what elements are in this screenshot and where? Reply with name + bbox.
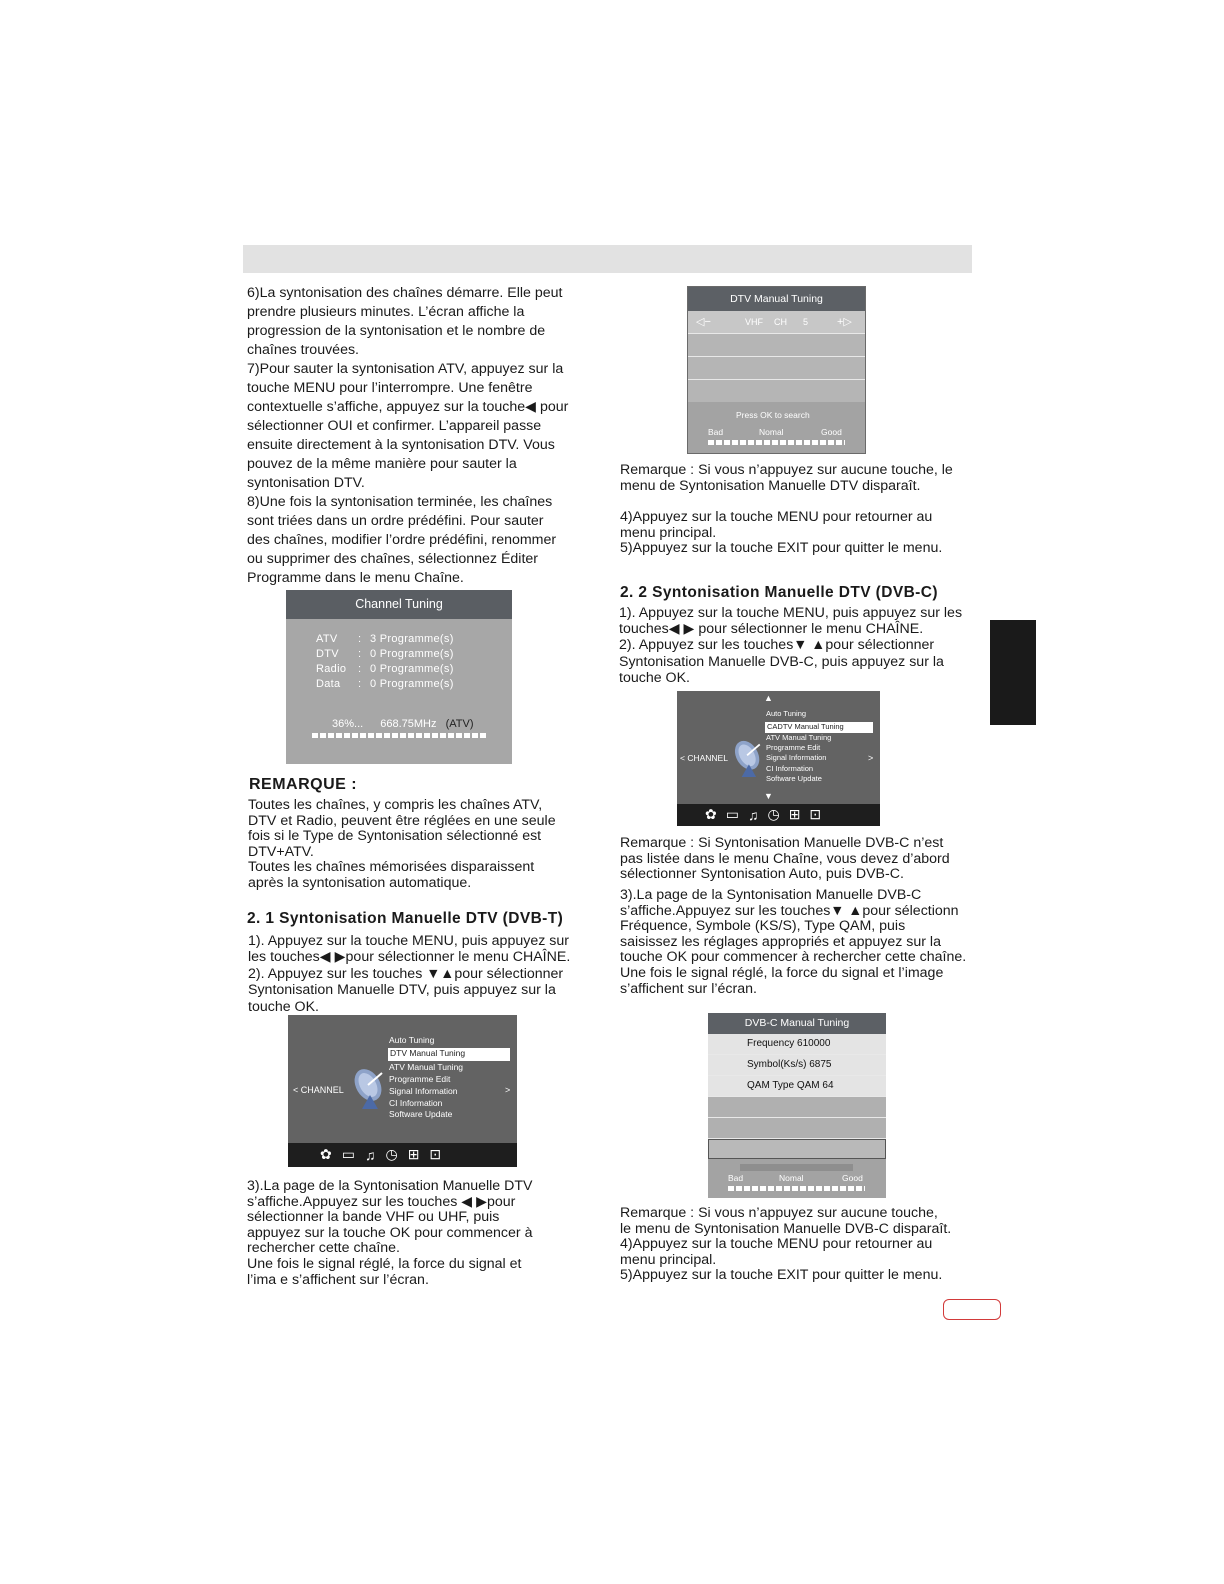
section-2-1-heading: 2. 1 Syntonisation Manuelle DTV (DVB-T) — [247, 910, 564, 927]
grid-icon[interactable]: ⊞ — [788, 806, 801, 822]
menu-icon-bar — [288, 1143, 517, 1167]
empty-row — [708, 1097, 886, 1118]
tuning-row-value: 0 Programme(s) — [370, 648, 454, 660]
step-3-dvbc: 3).La page de la Syntonisation Manuelle DVB-C s’affiche.Appuyez sur les touches▼ ▲pour sélectionn Fréquence, Symbole (KS/S), Type QAM, puis saisissez les réglages appropriés et appuyez sur la touche OK pour commencer à rechercher cette chaîne. Une fois le signal réglé, la force du signal et l’image s’affichent sur l’écran. — [620, 887, 967, 997]
channel-tuning-screen — [286, 590, 512, 764]
chevron-right-icon[interactable]: > — [868, 753, 874, 763]
tuning-row-sep: : — [358, 648, 362, 660]
signal-good-label: Good — [821, 427, 842, 437]
channel-menu-label-text: CHANNEL — [300, 1085, 344, 1095]
dvbc-manual-tuning-screen — [708, 1013, 886, 1198]
signal-bad-label: Bad — [728, 1173, 744, 1183]
signal-good-label: Good — [842, 1173, 863, 1183]
tuning-row-atv — [316, 633, 454, 645]
setup-icon[interactable]: ✿ — [320, 1146, 332, 1162]
scroll-down-icon[interactable]: ▼ — [764, 791, 773, 801]
intro-paragraph: 6)La syntonisation des chaînes démarre. Elle peut prendre plusieurs minutes. L’écran affiche la progression de la syntonisation et le nombre de chaînes trouvées. 7)Pour sauter la syntonisation ATV, appuyez sur la touche MENU pour l’interrompre. Une fenêtre contextuelle s’affiche, appuyez sur la touche◀ pour sélectionner OUI et confirmer. L’appareil passe ensuite directement à la syntonisation DTV. Vous pouvez de la même manière pour sauter la syntonisation DTV. 8)Une fois la syntonisation terminée, les chaînes sont triées dans un ordre prédéfini. Pour sauter des chaînes, modifier l’ordre prédéfini, renommer ou supprimer des chaînes, sélectionnez Éditer Programme dans le menu Chaîne. — [247, 285, 569, 586]
empty-row — [688, 334, 865, 357]
scroll-up-icon[interactable]: ▲ — [764, 693, 773, 703]
signal-bad-label: Bad — [708, 427, 724, 437]
qam-row[interactable] — [708, 1076, 886, 1097]
tuning-progress-fill — [312, 733, 486, 738]
menu-item[interactable]: Auto Tuning — [766, 709, 807, 718]
clock-icon[interactable]: ◷ — [767, 806, 780, 822]
clock-icon[interactable]: ◷ — [385, 1146, 398, 1162]
empty-row — [708, 1139, 886, 1159]
lock-icon[interactable]: ⊡ — [809, 806, 822, 822]
tuning-progress-text — [332, 718, 473, 730]
menu-item[interactable]: ATV Manual Tuning — [389, 1062, 464, 1072]
music-icon[interactable]: ♫ — [364, 1146, 376, 1163]
tuning-band: (ATV) — [445, 718, 474, 730]
menu-item-selected[interactable]: CADTV Manual Tuning — [765, 722, 873, 733]
band-right-arrow[interactable]: +▷ — [837, 316, 852, 328]
satellite-dish-icon — [729, 737, 767, 779]
tuning-row-label: ATV — [316, 633, 338, 645]
tuning-row-value: 0 Programme(s) — [370, 678, 454, 690]
step-3-text: 3).La page de la Syntonisation Manuelle DTV s’affiche.Appuyez sur les touches ◀ ▶pour sélectionner la bande VHF ou UHF, puis appuyez sur la touche OK pour commencer à rechercher cette chaîne. Une fois le signal réglé, la force du signal et l’ima e s’affichent sur l’écran. — [247, 1178, 533, 1288]
band-selector-row[interactable] — [688, 311, 865, 334]
menu-icons — [705, 806, 821, 823]
menu-item[interactable]: Programme Edit — [766, 743, 821, 752]
symbol-row[interactable] — [708, 1055, 886, 1076]
channel-menu-label: < CHANNEL — [680, 753, 728, 763]
ch-number: 5 — [803, 317, 809, 327]
menu-item[interactable]: ATV Manual Tuning — [766, 733, 832, 742]
frequency-row[interactable] — [708, 1034, 886, 1055]
menu-item[interactable]: Signal Information — [766, 753, 827, 762]
tuning-row-radio — [316, 663, 454, 675]
section-2-1-steps: 1). Appuyez sur la touche MENU, puis appuyez sur les touches◀ ▶pour sélectionner le menu CHAÎNE. 2). Appuyez sur les touches ▼▲pour sélectionner Syntonisation Manuelle DTV, puis appuyez sur la touche OK. — [248, 933, 571, 1015]
chevron-right-icon[interactable]: > — [505, 1085, 511, 1095]
remarque-1: Remarque : Si vous n’appuyez sur aucune touche, le menu de Syntonisation Manuelle DTV disparaît. — [620, 462, 953, 494]
dtv-manual-title: DTV Manual Tuning — [688, 287, 865, 311]
menu-item[interactable]: Signal Information — [389, 1086, 458, 1096]
menu-item[interactable]: CI Information — [389, 1098, 443, 1108]
menu-item-selected[interactable]: DTV Manual Tuning — [388, 1048, 510, 1061]
channel-menu-c — [677, 691, 880, 826]
setup-icon[interactable]: ✿ — [705, 806, 717, 822]
menu-icon-bar — [677, 804, 880, 826]
ch-label: CH — [774, 317, 787, 327]
section-2-2-steps: 1). Appuyez sur la touche MENU, puis appuyez sur les touches◀ ▶ pour sélectionner le menu CHAÎNE. 2). Appuyez sur les touches▼ ▲pour sélectionner Syntonisation Manuelle DVB-C, puis appuyez sur la touche OK. — [619, 605, 963, 686]
dvbc-manual-title: DVB-C Manual Tuning — [708, 1013, 886, 1034]
qam-value: QAM Type QAM 64 — [747, 1080, 834, 1091]
tuning-row-label: Radio — [316, 663, 347, 675]
menu-icons — [320, 1146, 441, 1163]
symbol-value: Symbol(Ks/s) 6875 — [747, 1059, 832, 1070]
remarque-3: Remarque : Si vous n’appuyez sur aucune touche, le menu de Syntonisation Manuelle DVB-C disparaît. 4)Appuyez sur la touche MENU pour retourner au menu principal. 5)Appuyez sur la touche EXIT pour quitter le menu. — [620, 1205, 952, 1284]
frequency-value: Frequency 610000 — [747, 1038, 831, 1049]
empty-row — [688, 357, 865, 380]
signal-normal-label: Nomal — [779, 1173, 804, 1183]
dtv-manual-tuning-screen — [687, 286, 866, 454]
music-icon[interactable]: ♫ — [747, 806, 759, 823]
tuning-row-value: 3 Programme(s) — [370, 633, 454, 645]
tuning-row-label: Data — [316, 678, 341, 690]
menu-item[interactable]: Programme Edit — [389, 1074, 451, 1084]
grid-icon[interactable]: ⊞ — [407, 1146, 420, 1162]
tuning-row-label: DTV — [316, 648, 339, 660]
signal-normal-label: Nomal — [759, 427, 784, 437]
side-tab — [990, 620, 1036, 725]
remarque-text: Toutes les chaînes, y compris les chaînes ATV, DTV et Radio, peuvent être réglées en une seule fois si le Type de Syntonisation sélectionné est DTV+ATV. Toutes les chaînes mémorisées disparaissent après la syntonisation automatique. — [248, 797, 556, 891]
press-ok-text: Press OK to search — [736, 410, 810, 420]
tuning-percent: 36%... — [332, 718, 364, 730]
picture-icon[interactable]: ▭ — [341, 1146, 355, 1162]
tuning-row-value: 0 Programme(s) — [370, 663, 454, 675]
empty-row — [708, 1118, 886, 1139]
signal-strength-bar — [708, 440, 845, 445]
channel-menu-t — [288, 1015, 517, 1167]
tuning-row-sep: : — [358, 633, 362, 645]
picture-icon[interactable]: ▭ — [725, 806, 739, 822]
menu-item[interactable]: Software Update — [766, 774, 822, 783]
section-2-2-heading: 2. 2 Syntonisation Manuelle DTV (DVB-C) — [620, 584, 938, 601]
remarque-heading: REMARQUE : — [249, 776, 358, 793]
channel-tuning-title: Channel Tuning — [286, 590, 512, 619]
channel-menu-label-text: CHANNEL — [687, 753, 728, 763]
tuning-frequency: 668.75MHz — [380, 718, 437, 730]
tuning-row-sep: : — [358, 678, 362, 690]
band-value: VHF — [745, 317, 763, 327]
tuning-row-data — [316, 678, 454, 690]
steps-4-5-a: 4)Appuyez sur la touche MENU pour retourner au menu principal. 5)Appuyez sur la touche EXIT pour quitter le menu. — [620, 509, 943, 557]
channel-menu-label: < CHANNEL — [293, 1085, 344, 1095]
tuning-row-sep: : — [358, 663, 362, 675]
tuning-row-dtv — [316, 648, 454, 660]
satellite-dish-icon — [348, 1065, 390, 1111]
remarque-2: Remarque : Si Syntonisation Manuelle DVB-C n’est pas listée dans le menu Chaîne, vous devez d’abord sélectionner Syntonisation Auto, puis DVB-C. — [620, 835, 950, 883]
band-left-arrow[interactable]: ◁− — [696, 316, 711, 328]
signal-strength-bar — [728, 1186, 865, 1191]
page-number-box — [943, 1299, 1001, 1320]
header-bar — [243, 245, 972, 273]
lock-icon[interactable]: ⊡ — [429, 1146, 442, 1162]
menu-item[interactable]: Software Update — [389, 1109, 453, 1119]
empty-row — [688, 380, 865, 402]
menu-item[interactable]: CI Information — [766, 764, 814, 773]
menu-item[interactable]: Auto Tuning — [389, 1035, 435, 1045]
signal-indicator — [740, 1164, 853, 1171]
